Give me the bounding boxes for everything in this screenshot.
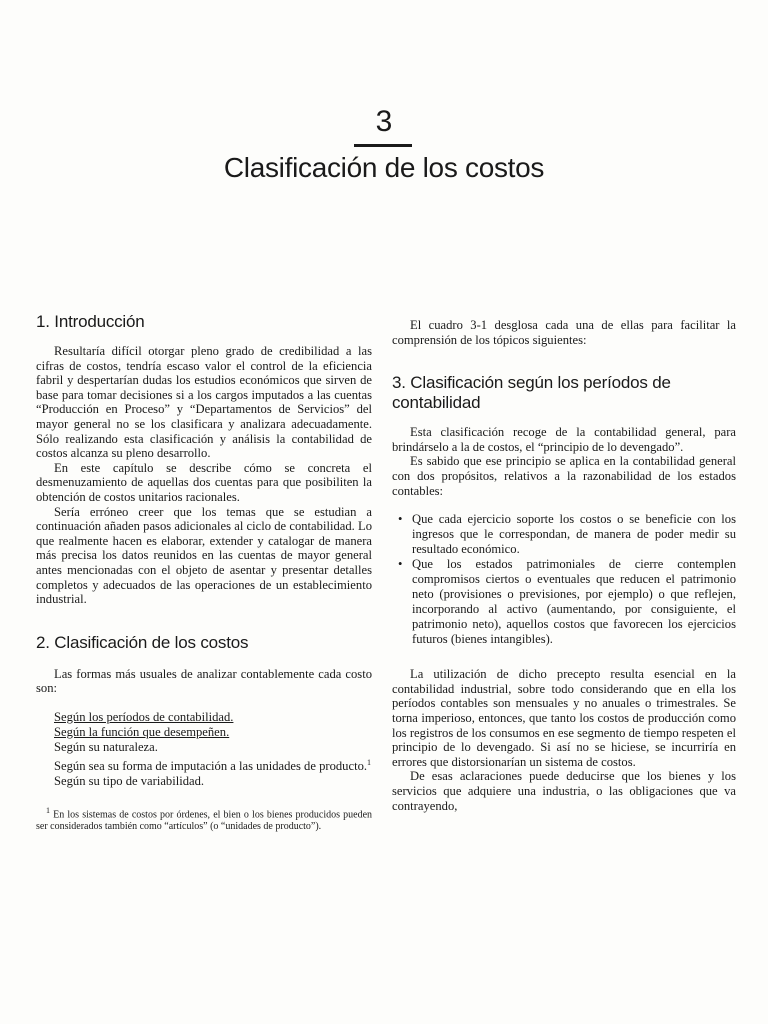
purposes-list (392, 512, 736, 647)
list-item: • Que los estados patrimoniales de cierre contemplen compromisos ciertos o eventuales que reducen el patrimonio neto (provisiones o previsiones, por ejemplo) o que reflejen, incorporando al activo (aumentando, por consiguiente, el patrimonio neto), aquellos costos que favorecen los ejercicios futuros (bienes intangibles). (392, 557, 736, 647)
intro-paragraph-3: Sería erróneo creer que los temas que se estudian a continuación añaden pasos adicionales al ciclo de contabilidad. Lo que realmente hacen es elaborar, extender y catalogar de manera más precisa los datos reunidos en las cuentas de mayor general antes mencionadas con el objeto de asentar y presentar detalles completos y adecuados de las operaciones de un establecimiento industrial. (36, 504, 372, 607)
list-item: • Que cada ejercicio soporte los costos o se beneficie con los ingresos que le correspondan, de manera de poder medir su resultado económico. (392, 512, 736, 557)
section-2-heading: 2. Clasificación de los costos (36, 632, 249, 652)
section-3-heading: 3. Clasificación según los períodos de contabilidad (392, 373, 671, 413)
footnote-ref: 1 (367, 757, 372, 767)
list-item: Según los períodos de contabilidad. (54, 709, 234, 724)
chapter-rule (354, 144, 412, 147)
footnote: $^1$ En los sistemas de costos por órdenes, el bien o los bienes producidos pueden ser considerados también como “artículos” (o “unidades de producto”). (36, 806, 373, 832)
right-column (392, 312, 736, 813)
intro-paragraph-2: En este capítulo se describe cómo se concreta el desmenuzamiento de aquellas dos cuentas para que posibiliten la obtención de costos unitarios racionales. (36, 460, 372, 504)
section-1-heading: 1. Introducción (36, 312, 145, 331)
list-item: Según su tipo de variabilidad. (54, 774, 205, 789)
section-3-paragraph-2: Es sabido que ese principio se aplica en la contabilidad general con dos propósitos, relativos a la razonabilidad de los estados contables: (392, 454, 736, 498)
list-item: Según su naturaleza. (54, 739, 158, 754)
list-item: Según la función que desempeñen. (54, 724, 230, 739)
left-column (36, 312, 372, 832)
classification-list (36, 710, 372, 789)
chapter-title: Clasificación de los costos (223, 152, 545, 183)
section-3-paragraph-1: Esta clasificación recoge de la contabilidad general, para brindárselo a la de costos, el “principio de lo devengado”. (392, 425, 736, 454)
table-reference-paragraph: El cuadro 3-1 desglosa cada una de ellas para facilitar la comprensión de los tópicos siguientes: (392, 318, 736, 347)
section-3-paragraph-3: La utilización de dicho precepto resulta esencial en la contabilidad industrial, sobre todo considerando que en ella los períodos contables son mensuales y no anuales o trimestrales. Se torna imperioso, entonces, que tanto los costos de producción como los registros de los consumos en ese segmento de tiempo respeten el principio de lo devengado. Si así no se hiciese, se incurriría en errores que distorsionarían un sistema de costos. (392, 667, 736, 769)
list-item: Según sea su forma de imputación a las unidades de producto.$^1$ (54, 757, 372, 774)
section-2-intro: Las formas más usuales de analizar contablemente cada costo son: (36, 666, 372, 696)
section-3-paragraph-4: De esas aclaraciones puede deducirse que los bienes y los servicios que adquiere una industria, o las obligaciones que va contrayendo, (392, 769, 736, 813)
chapter-number: 3 (375, 105, 393, 138)
intro-paragraph-1: Resultaría difícil otorgar pleno grado de credibilidad a las cifras de costos, tendría escaso valor el control de la eficiencia fabril y despertarían dudas los estudios económicos que sirven de base para tomar decisiones si a los cargos imputados a las cuentas “Producción en Proceso” y “Departamentos de Servicios” del mayor general no se los clasificara y analizara adecuadamente. Sólo realizando esta clasificación y análisis la contabilidad de costos alcanza su pleno desarrollo. (36, 344, 372, 461)
